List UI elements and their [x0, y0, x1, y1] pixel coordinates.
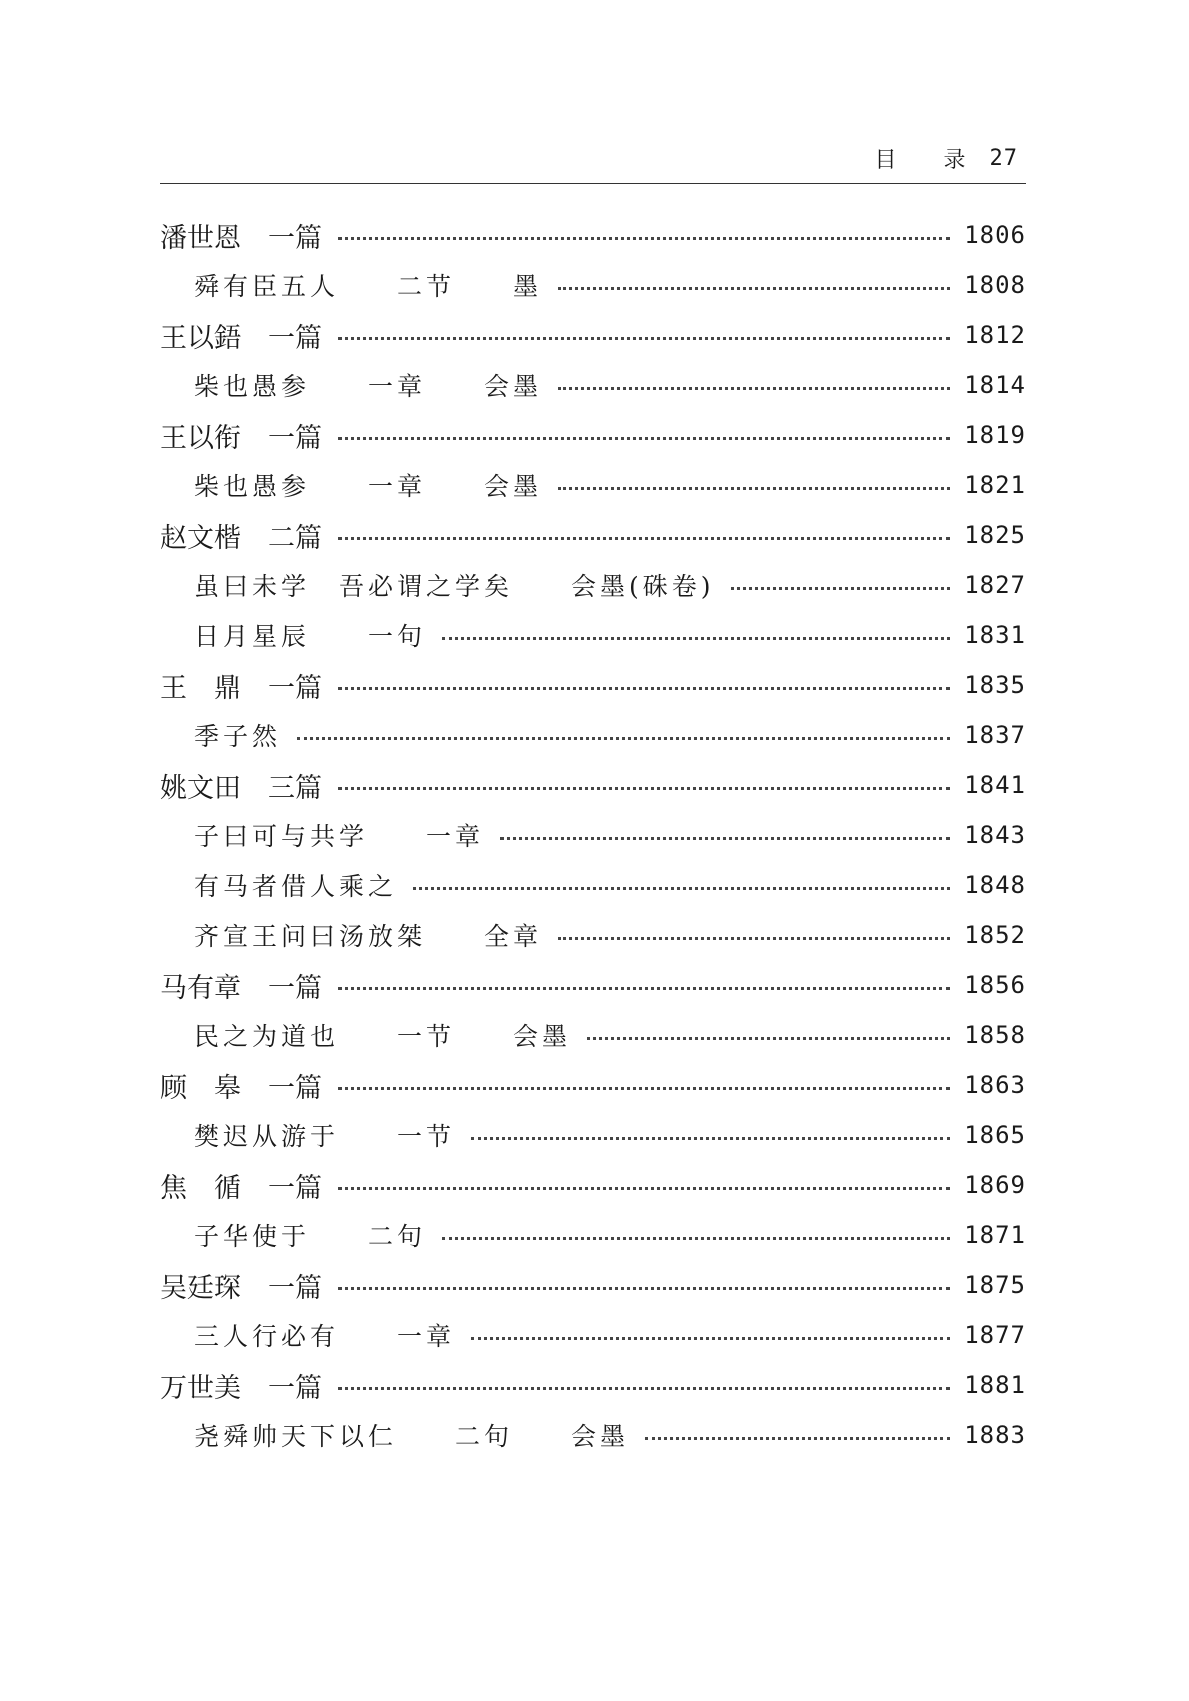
toc-essay-entry	[160, 610, 1026, 660]
toc-author-entry	[160, 760, 1026, 810]
toc-entry-title: 顾 皋 一篇	[160, 1072, 322, 1104]
toc-entry-page: 1869	[964, 1171, 1026, 1199]
toc-entry-title: 马有章 一篇	[160, 972, 322, 1004]
toc-entry-page: 1848	[964, 871, 1026, 899]
toc-entry-title: 子华使于 二句	[194, 1222, 427, 1251]
dot-leader	[442, 637, 950, 640]
toc-entry-title: 王以鋙 一篇	[160, 322, 322, 354]
toc-essay-entry	[160, 1010, 1026, 1060]
toc-entry-page: 1856	[964, 971, 1026, 999]
toc-entry-page: 1812	[964, 321, 1026, 349]
toc-author-entry	[160, 1360, 1026, 1410]
toc-entry-page: 1814	[964, 371, 1026, 399]
dot-leader	[471, 1337, 950, 1340]
toc-entry-page: 1831	[964, 621, 1026, 649]
toc-entry-page: 1863	[964, 1071, 1026, 1099]
toc-author-entry	[160, 210, 1026, 260]
toc-entry-title: 日月星辰 一句	[194, 622, 427, 651]
dot-leader	[442, 1237, 950, 1240]
toc-essay-entry	[160, 860, 1026, 910]
toc-entry-page: 1837	[964, 721, 1026, 749]
dot-leader	[297, 737, 950, 740]
toc-entry-page: 1821	[964, 471, 1026, 499]
toc-essay-entry	[160, 1110, 1026, 1160]
dot-leader	[338, 687, 950, 690]
dot-leader	[471, 1137, 950, 1140]
dot-leader	[558, 287, 950, 290]
toc-essay-entry	[160, 360, 1026, 410]
toc-essay-entry	[160, 260, 1026, 310]
toc-author-entry	[160, 310, 1026, 360]
toc-entry-page: 1806	[964, 221, 1026, 249]
toc-entry-page: 1883	[964, 1421, 1026, 1449]
toc-essay-entry	[160, 810, 1026, 860]
dot-leader	[558, 937, 950, 940]
toc-author-entry	[160, 1060, 1026, 1110]
toc-essay-entry	[160, 710, 1026, 760]
toc-author-entry	[160, 960, 1026, 1010]
toc-essay-entry	[160, 460, 1026, 510]
toc-entry-page: 1843	[964, 821, 1026, 849]
toc-entry-title: 吴廷琛 一篇	[160, 1272, 322, 1304]
toc-entry-page: 1825	[964, 521, 1026, 549]
toc-author-entry	[160, 660, 1026, 710]
dot-leader	[338, 537, 950, 540]
toc-entry-page: 1808	[964, 271, 1026, 299]
toc-entry-title: 姚文田 三篇	[160, 772, 322, 804]
toc-entry-title: 王以衔 一篇	[160, 422, 322, 454]
toc-entry-title: 有马者借人乘之	[194, 872, 398, 901]
toc-essay-entry	[160, 1210, 1026, 1260]
table-of-contents	[160, 210, 1026, 1460]
dot-leader	[338, 237, 950, 240]
toc-entry-page: 1852	[964, 921, 1026, 949]
toc-entry-title: 潘世恩 一篇	[160, 222, 322, 254]
dot-leader	[338, 337, 950, 340]
toc-entry-page: 1877	[964, 1321, 1026, 1349]
toc-essay-entry	[160, 910, 1026, 960]
header-page-number: 27	[989, 146, 1018, 171]
toc-entry-title: 焦 循 一篇	[160, 1172, 322, 1204]
dot-leader	[645, 1437, 950, 1440]
toc-entry-title: 舜有臣五人 二节 墨	[194, 272, 543, 301]
toc-entry-title: 民之为道也 一节 会墨	[194, 1022, 572, 1051]
toc-entry-title: 三人行必有 一章	[194, 1322, 456, 1351]
header-title: 目 录	[874, 148, 986, 173]
toc-entry-page: 1819	[964, 421, 1026, 449]
dot-leader	[338, 1387, 950, 1390]
dot-leader	[338, 1087, 950, 1090]
toc-entry-title: 齐宣王问曰汤放桀 全章	[194, 922, 543, 951]
toc-author-entry	[160, 410, 1026, 460]
toc-essay-entry	[160, 1310, 1026, 1360]
dot-leader	[338, 1187, 950, 1190]
toc-entry-title: 赵文楷 二篇	[160, 522, 322, 554]
toc-essay-entry	[160, 560, 1026, 610]
toc-entry-title: 万世美 一篇	[160, 1372, 322, 1404]
toc-entry-title: 季子然	[194, 722, 282, 751]
dot-leader	[731, 587, 951, 590]
toc-entry-page: 1827	[964, 571, 1026, 599]
dot-leader	[338, 437, 950, 440]
toc-entry-page: 1875	[964, 1271, 1026, 1299]
toc-entry-title: 樊迟从游于 一节	[194, 1122, 456, 1151]
toc-author-entry	[160, 1160, 1026, 1210]
toc-entry-title: 王 鼎 一篇	[160, 672, 322, 704]
toc-author-entry	[160, 510, 1026, 560]
toc-entry-title: 尧舜帅天下以仁 二句 会墨	[194, 1422, 630, 1451]
dot-leader	[338, 987, 950, 990]
toc-entry-page: 1881	[964, 1371, 1026, 1399]
dot-leader	[558, 487, 950, 490]
dot-leader	[338, 787, 950, 790]
toc-author-entry	[160, 1260, 1026, 1310]
toc-entry-title: 子曰可与共学 一章	[194, 822, 485, 851]
dot-leader	[587, 1037, 950, 1040]
dot-leader	[558, 387, 950, 390]
toc-entry-title: 柴也愚参 一章 会墨	[194, 372, 543, 401]
toc-entry-page: 1835	[964, 671, 1026, 699]
dot-leader	[413, 887, 950, 890]
toc-entry-page: 1865	[964, 1121, 1026, 1149]
toc-entry-page: 1871	[964, 1221, 1026, 1249]
toc-entry-title: 柴也愚参 一章 会墨	[194, 472, 543, 501]
toc-entry-page: 1858	[964, 1021, 1026, 1049]
toc-entry-page: 1841	[964, 771, 1026, 799]
running-header	[160, 140, 1026, 184]
dot-leader	[338, 1287, 950, 1290]
toc-essay-entry	[160, 1410, 1026, 1460]
toc-entry-title: 虽曰未学 吾必谓之学矣 会墨(硃卷)	[194, 572, 715, 601]
dot-leader	[500, 837, 950, 840]
